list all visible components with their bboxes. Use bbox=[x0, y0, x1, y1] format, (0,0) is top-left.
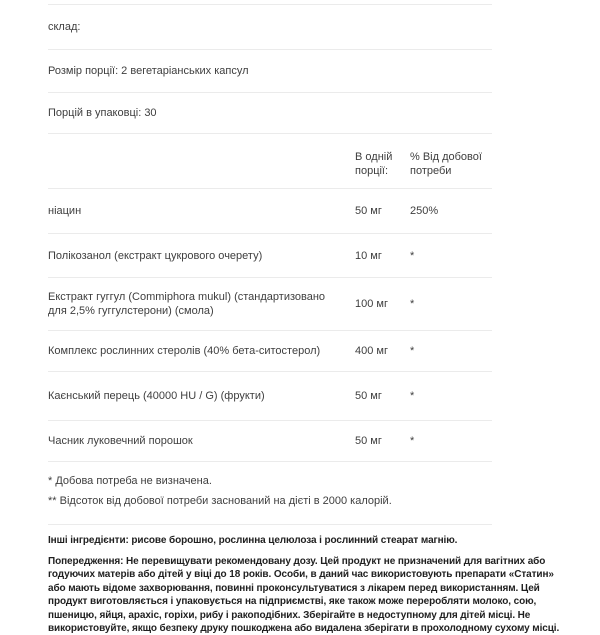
ingredient-name: Часник луковечний порошок bbox=[48, 435, 193, 447]
table-row-plant-sterols bbox=[48, 331, 492, 372]
amount-value: 50 мг bbox=[355, 435, 382, 447]
dv-value: * bbox=[410, 435, 415, 447]
table-row-cayenne bbox=[48, 372, 492, 421]
table-row-niacin bbox=[48, 189, 492, 234]
amount-value: 400 мг bbox=[355, 345, 388, 357]
ingredient-name: ніацин bbox=[48, 205, 82, 217]
table-row-policosanol bbox=[48, 234, 492, 278]
header-dv-label: % Від добової потреби bbox=[410, 151, 482, 177]
ingredient-name: Екстракт гуггул (Commiphora mukul) (стандартизовано для 2,5% гуггулстерони) (смола) bbox=[48, 291, 326, 317]
supplement-facts-table bbox=[48, 4, 492, 525]
footnote-calorie-diet: ** Відсоток від добової потреби заснований на дієті в 2000 калорій. bbox=[48, 495, 392, 507]
dv-value: * bbox=[410, 345, 415, 357]
amount-value: 10 мг bbox=[355, 249, 382, 262]
serving-size-row bbox=[48, 50, 492, 93]
table-row-garlic bbox=[48, 421, 492, 462]
composition-row bbox=[48, 5, 492, 50]
ingredient-name: Полікозанол (екстракт цукрового очерету) bbox=[48, 249, 263, 262]
ingredient-name: Комплекс рослинних стеролів (40% бета-ситостерол) bbox=[48, 345, 321, 357]
amount-value: 50 мг bbox=[355, 205, 382, 217]
servings-per-container-text: Порцій в упаковці: 30 bbox=[48, 107, 157, 119]
other-ingredients-text: Інші інгредієнти: рисове борошно, рослинна целюлоза і рослинний стеарат магнію. bbox=[48, 535, 458, 546]
dv-value: * bbox=[410, 390, 415, 402]
dv-value: * bbox=[410, 249, 415, 262]
dv-value: 250% bbox=[410, 205, 439, 217]
servings-per-container-row bbox=[48, 93, 492, 134]
header-amount-label: В одній порції: bbox=[355, 151, 393, 177]
warnings-text: Попередження: Не перевищувати рекомендовану дозу. Цей продукт не призначений для вагітних або годуючих матерів або дітей у віці до 18 років. Особи, в даний час використовують препарати «Статин» або мають відоме захворювання, повинні проконсультуватися з лікарем перед використанням. Цей продукт виготовляється і упаковується на підприємстві, яке також може переробляти молоко, сою, пшеницю, яйця, арахіс, горіхи, рибу і ракоподібних. Зберігайте в недоступному для дітей місці. Не використовуйте, якщо безпеку друку пошкоджена або видалена зберігати в прохолодному сухому місці. bbox=[48, 556, 560, 635]
footnote-daily-value: * Добова потреба не визначена. bbox=[48, 475, 212, 487]
footnotes bbox=[48, 462, 492, 525]
serving-size-text: Розмір порції: 2 вегетаріанських капсул bbox=[48, 65, 249, 77]
ingredient-name: Каєнський перець (40000 HU / G) (фрукти) bbox=[48, 390, 265, 402]
table-row-guggul-extract bbox=[48, 278, 492, 331]
amount-value: 100 мг bbox=[355, 298, 388, 310]
composition-label: склад: bbox=[48, 21, 81, 33]
amount-value: 50 мг bbox=[355, 390, 382, 402]
supplement-facts-panel bbox=[48, 4, 560, 635]
table-header-row bbox=[48, 134, 492, 189]
dv-value: * bbox=[410, 298, 415, 310]
